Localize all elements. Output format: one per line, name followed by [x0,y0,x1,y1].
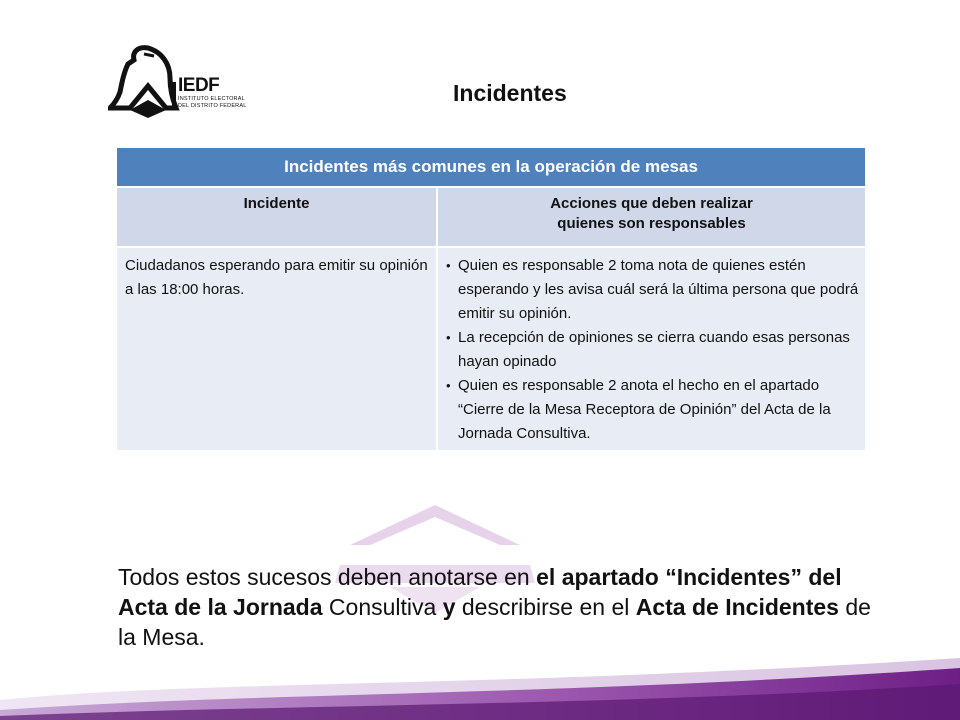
slide-title: Incidentes [453,80,567,106]
incident-cell: Ciudadanos esperando para emitir su opinión a las 18:00 horas. [117,247,437,450]
column-header-actions-line2: quienes son responsables [557,215,746,232]
logo-subtitle-1: INSTITUTO ELECTORAL [178,96,245,102]
action-item: • Quien es responsable 2 toma nota de quienes estén esperando y les avisa cuál será la última persona que podrá emitir su opinión. [446,254,859,326]
logo-text [178,76,248,110]
logo-name: IEDF [178,75,220,96]
bullet-icon: • [446,258,451,273]
actions-cell [437,247,865,450]
table-row [117,247,865,450]
footer-note: Todos estos sucesos deben anotarse en el apartado “Incidentes” del Acta de la Jornada Consultiva y describirse en el Acta de Incidentes de la Mesa. [118,564,871,650]
column-header-incident: Incidente [117,187,437,247]
logo-subtitle-2: DEL DISTRITO FEDERAL [178,103,247,109]
table-caption: Incidentes más comunes en la operación de mesas [117,148,865,187]
action-item: • Quien es responsable 2 anota el hecho en el apartado “Cierre de la Mesa Receptora de Opinión” del Acta de la Jornada Consultiva. [446,374,859,446]
incidents-table [117,148,865,450]
bullet-icon: • [446,330,451,345]
bullet-icon: • [446,378,451,393]
column-header-actions [437,187,865,247]
column-header-actions-line1: Acciones que deben realizar [550,195,753,212]
wave-decoration [0,640,960,720]
action-item: • La recepción de opiniones se cierra cuando esas personas hayan opinado [446,326,859,374]
